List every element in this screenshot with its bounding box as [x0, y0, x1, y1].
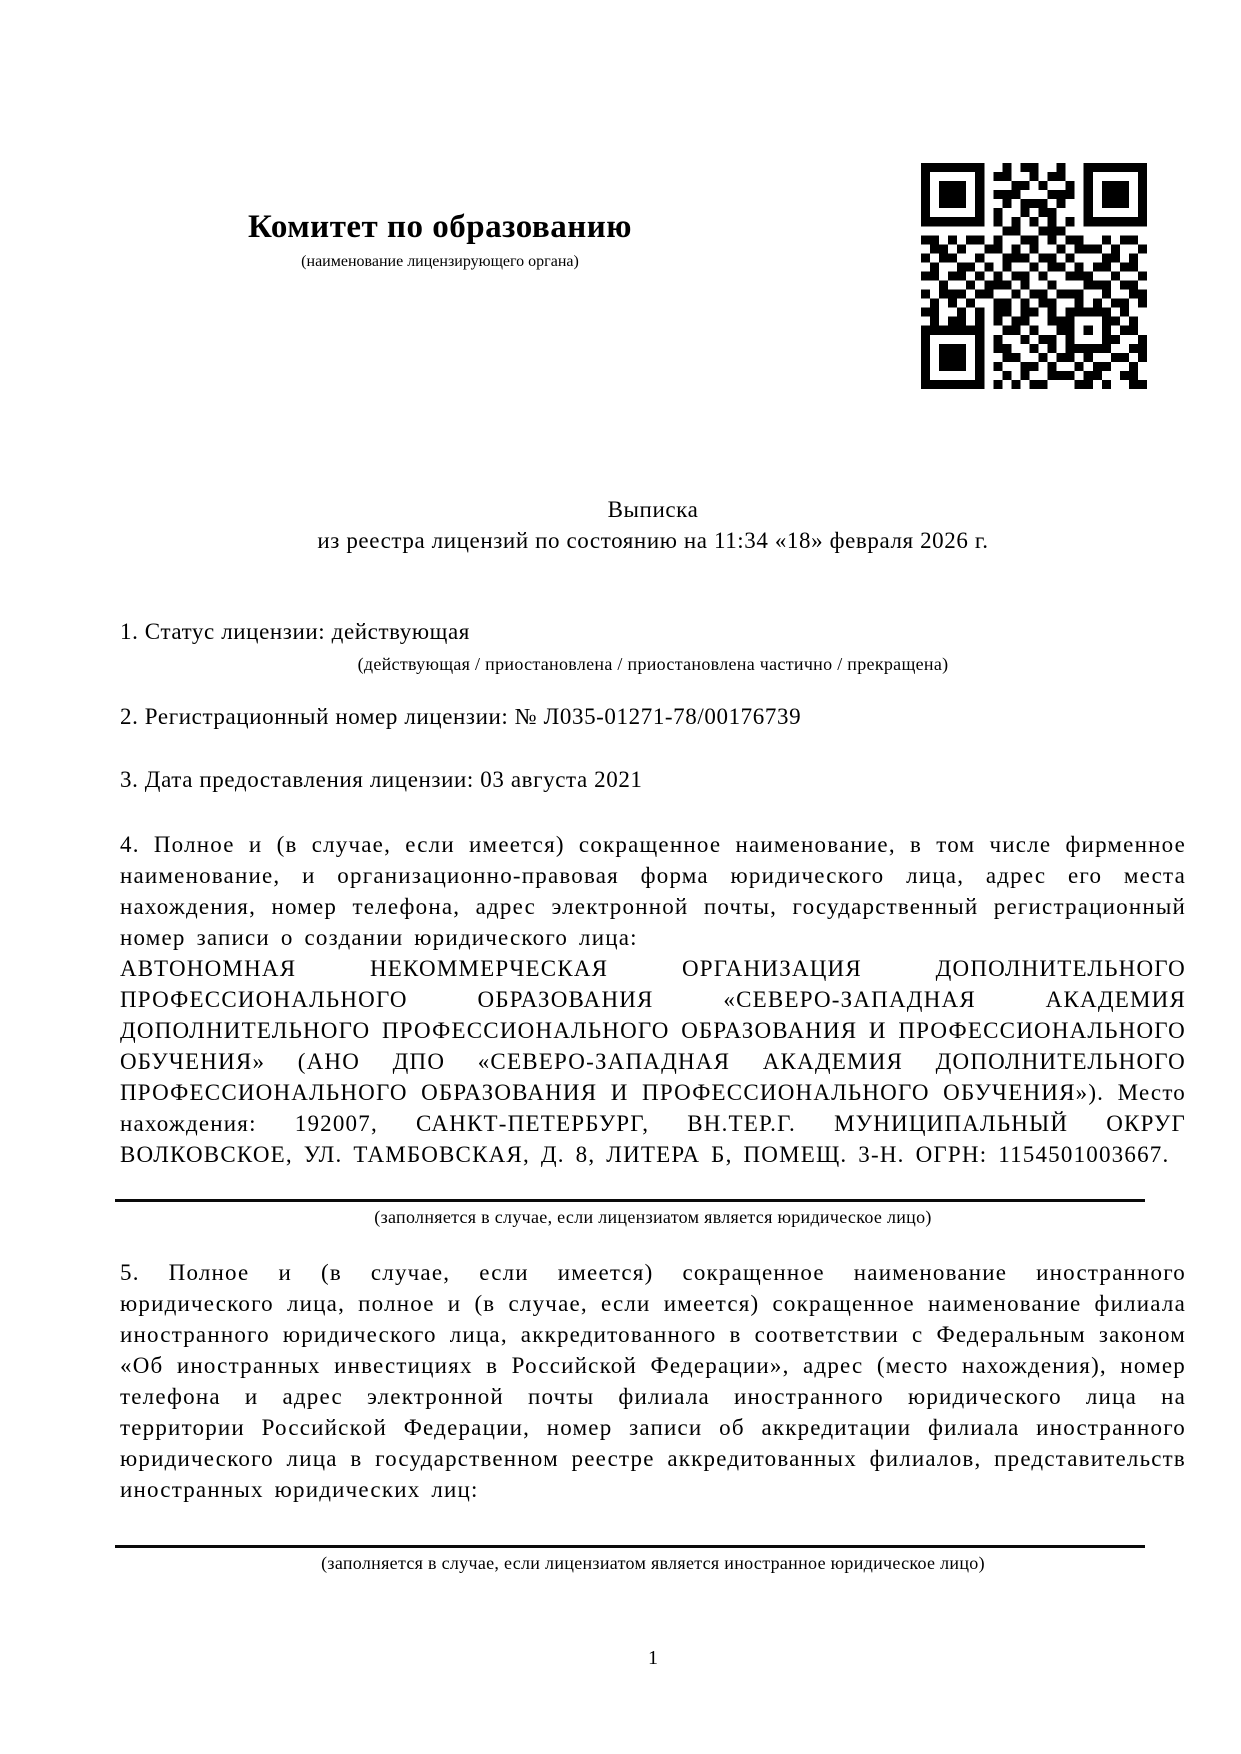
qr-code	[921, 163, 1147, 389]
item-3-license-grant-date: 3. Дата предоставления лицензии: 03 августа 2021	[120, 767, 643, 792]
item-1-license-status: 1. Статус лицензии: действующая	[120, 619, 470, 644]
item-4-organization-name: АВТОНОМНАЯ НЕКОММЕРЧЕСКАЯ ОРГАНИЗАЦИЯ ДОПОЛНИТЕЛЬНОГО ПРОФЕССИОНАЛЬНОГО ОБРАЗОВАНИЯ «СЕВЕРО-ЗАПАДНАЯ АКАДЕМИЯ ДОПОЛНИТЕЛЬНОГО ПРОФЕССИОНАЛЬНОГО ОБРАЗОВАНИЯ И ПРОФЕССИОНАЛЬНОГО ОБУЧЕНИЯ» (АНО ДПО «СЕВЕРО-ЗАПАДНАЯ АКАДЕМИЯ ДОПОЛНИТЕЛЬНОГО ПРОФЕССИОНАЛЬНОГО ОБРАЗОВАНИЯ И ПРОФЕССИОНАЛЬНОГО ОБУЧЕНИЯ»). Место нахождения: 192007, САНКТ-ПЕТЕРБУРГ, ВН.ТЕР.Г. МУНИЦИПАЛЬНЫЙ ОКРУГ ВОЛКОВСКОЕ, УЛ. ТАМБОВСКАЯ, Д. 8, ЛИТЕРА Б, ПОМЕЩ. 3-Н. ОГРН: 1154501003667.	[120, 956, 1186, 1167]
document-title	[120, 494, 1186, 556]
header	[95, 205, 785, 273]
licensing-authority-title: Комитет по образованию	[248, 209, 632, 245]
document-title-line2: из реестра лицензий по состоянию на 11:34 «18» февраля 2026 г.	[317, 528, 989, 553]
document-title-line1: Выписка	[607, 497, 699, 522]
item-1-status-options-caption: (действующая / приостановлена / приостановлена частично / прекращена)	[357, 654, 949, 674]
item-4-licensee-section	[120, 829, 1186, 1170]
item-2-registration-number: 2. Регистрационный номер лицензии: № Л035-01271-78/00176739	[120, 704, 802, 729]
item-4-fill-caption: (заполняется в случае, если лицензиатом является юридическое лицо)	[374, 1207, 932, 1227]
page-number: 1	[648, 1647, 658, 1669]
item-5-foreign-entity-paragraph: 5. Полное и (в случае, если имеется) сокращенное наименование иностранного юридического лица, полное и (в случае, если имеется) сокращенное наименование филиала иностранного юридического лица, аккредитованного в соответствии с Федеральным законом «Об иностранных инвестициях в Российской Федерации», адрес (место нахождения), номер телефона и адрес электронной почты филиала иностранного юридического лица на территории Российской Федерации, номер записи об аккредитации филиала иностранного юридического лица в государственном реестре аккредитованных филиалов, представительств иностранных юридических лиц:	[120, 1260, 1186, 1502]
licensing-authority-caption: (наименование лицензирующего органа)	[301, 253, 579, 270]
item-4-paragraph: 4. Полное и (в случае, если имеется) сокращенное наименование, в том числе фирменное наименование, и организационно-правовая форма юридического лица, адрес его места нахождения, номер телефона, адрес электронной почты, государственный регистрационный номер записи о создании юридического лица:	[120, 832, 1186, 950]
field-rule-foreign-entity	[115, 1545, 1145, 1548]
item-5-fill-caption: (заполняется в случае, если лицензиатом является иностранное юридическое лицо)	[321, 1553, 985, 1573]
field-rule-legal-entity	[115, 1199, 1145, 1202]
qr-code-svg	[921, 163, 1147, 389]
